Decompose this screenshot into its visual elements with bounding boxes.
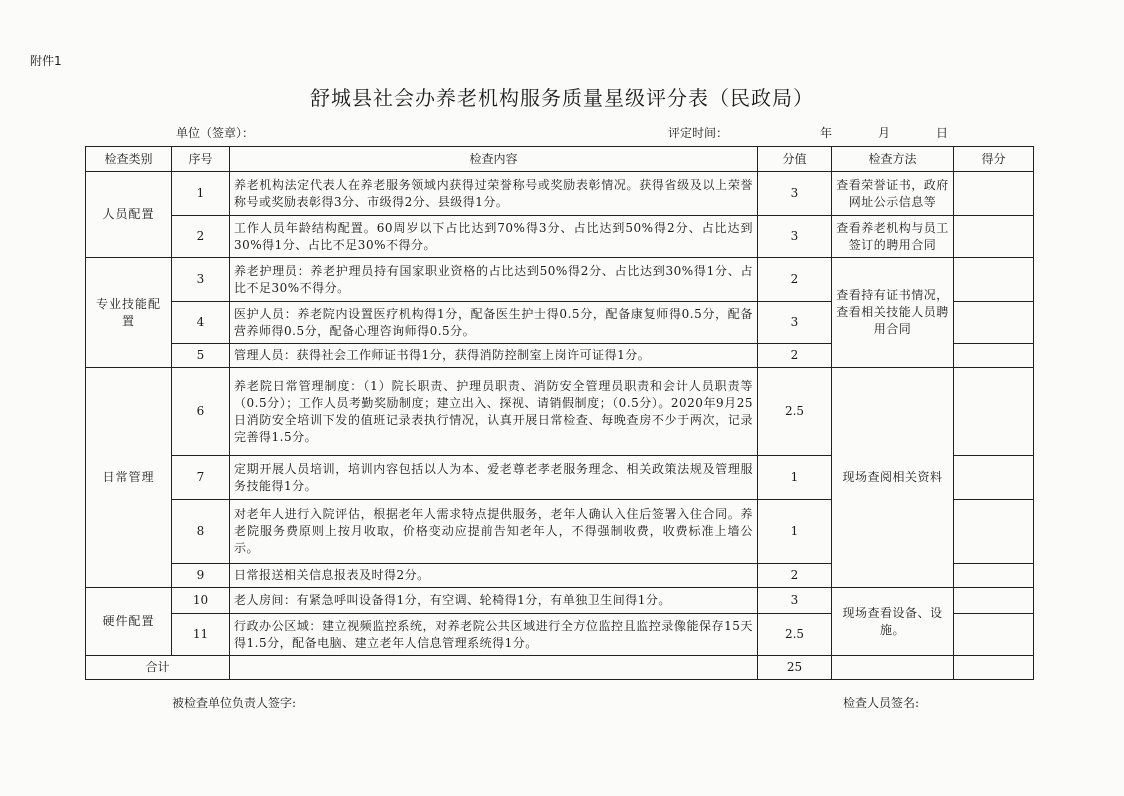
row-got-cell[interactable]: [954, 172, 1034, 216]
table-header-row: [86, 147, 1034, 172]
row-got-cell[interactable]: [954, 500, 1034, 564]
total-method-cell: [832, 656, 954, 680]
header-score: 分值: [758, 147, 832, 172]
row-score: 2: [758, 564, 832, 588]
row-seq: 1: [172, 172, 230, 216]
row-score: 1: [758, 500, 832, 564]
row-score: 1: [758, 456, 832, 500]
row-score: 2: [758, 258, 832, 302]
time-label: 评定时间：: [668, 126, 729, 140]
method-contract: 查看养老机构与员工签订的聘用合同: [832, 216, 954, 258]
category-personnel: 人员配置: [86, 172, 172, 258]
row-got-cell[interactable]: [954, 614, 1034, 656]
row-got-cell[interactable]: [954, 344, 1034, 368]
row-content: 养老机构法定代表人在养老服务领域内获得过荣誉称号或奖励表彰情况。获得省级及以上荣誉称号或奖励表彰得3分、市级得2分、县级得1分。: [230, 172, 758, 216]
row-score: 2: [758, 344, 832, 368]
score-table: [85, 146, 1034, 680]
row-score: 2.5: [758, 614, 832, 656]
month-label: 月: [878, 126, 891, 140]
table-row: [86, 588, 1034, 614]
row-content: 定期开展人员培训，培训内容包括以人为本、爱老尊老孝老服务理念、相关政策法规及管理服务技能得1分。: [230, 456, 758, 500]
row-score: 3: [758, 588, 832, 614]
table-row: [86, 172, 1034, 216]
total-score: 25: [758, 656, 832, 680]
row-got-cell[interactable]: [954, 588, 1034, 614]
row-got-cell[interactable]: [954, 564, 1034, 588]
row-seq: 7: [172, 456, 230, 500]
row-score: 3: [758, 302, 832, 344]
row-score: 3: [758, 172, 832, 216]
category-daily: 日常管理: [86, 368, 172, 588]
row-content: 养老护理员：养老护理员持有国家职业资格的占比达到50%得2分、占比达到30%得1分、占比不足30%不得分。: [230, 258, 758, 302]
row-score: 3: [758, 216, 832, 258]
total-label: 合计: [86, 656, 230, 680]
row-got-cell[interactable]: [954, 456, 1034, 500]
unit-label: 单位（签章）：: [176, 126, 255, 140]
row-seq: 10: [172, 588, 230, 614]
row-got-cell[interactable]: [954, 258, 1034, 302]
table-row: [86, 368, 1034, 456]
header-method: 检查方法: [832, 147, 954, 172]
row-got-cell[interactable]: [954, 216, 1034, 258]
page-title: 舒城县社会办养老机构服务质量星级评分表（民政局）: [310, 86, 814, 110]
row-seq: 6: [172, 368, 230, 456]
row-score: 2.5: [758, 368, 832, 456]
row-got-cell[interactable]: [954, 368, 1034, 456]
unit-head-signature-label: 被检查单位负责人签字:: [172, 696, 297, 710]
day-label: 日: [936, 126, 949, 140]
inspector-signature-label: 检查人员签名:: [843, 696, 920, 710]
table-row: [86, 258, 1034, 302]
row-content: 日常报送相关信息报表及时得2分。: [230, 564, 758, 588]
row-content: 对老年人进行入院评估，根据老年人需求特点提供服务，老年人确认入住后签署入住合同。养老院服务费原则上按月收取，价格变动应提前告知老年人，不得强制收费，收费标准上墙公示。: [230, 500, 758, 564]
header-seq: 序号: [172, 147, 230, 172]
row-seq: 3: [172, 258, 230, 302]
attachment-label: 附件1: [30, 54, 62, 68]
method-certificates: 查看持有证书情况，查看相关技能人员聘用合同: [832, 258, 954, 368]
row-seq: 8: [172, 500, 230, 564]
row-content: 养老院日常管理制度：（1）院长职责、护理员职责、消防安全管理员职责和会计人员职责等（0.5分）；工作人员考勤奖励制度；建立出入、探视、请销假制度；（0.5分）。2020年9月25日消防安全培训下发的值班记录表执行情况，认真开展日常检查、每晚查房不少于两次，记录完善得1.5分。: [230, 368, 758, 456]
row-content: 医护人员：养老院内设置医疗机构得1分，配备医生护士得0.5分，配备康复师得0.5分，配备营养师得0.5分，配备心理咨询师得0.5分。: [230, 302, 758, 344]
row-content: 管理人员：获得社会工作师证书得1分，获得消防控制室上岗许可证得1分。: [230, 344, 758, 368]
method-onsite: 现场查看设备、设施。: [832, 588, 954, 656]
row-got-cell[interactable]: [954, 302, 1034, 344]
header-got: 得分: [954, 147, 1034, 172]
row-seq: 5: [172, 344, 230, 368]
row-content: 老人房间：有紧急呼叫设备得1分，有空调、轮椅得1分，有单独卫生间得1分。: [230, 588, 758, 614]
method-honor: 查看荣誉证书，政府网址公示信息等: [832, 172, 954, 216]
header-category: 检查类别: [86, 147, 172, 172]
category-skills: 专业技能配置: [86, 258, 172, 368]
row-content: 行政办公区域：建立视频监控系统，对养老院公共区域进行全方位监控且监控录像能保存15天得1.5分，配备电脑、建立老年人信息管理系统得1分。: [230, 614, 758, 656]
total-content-cell: [230, 656, 758, 680]
header-content: 检查内容: [230, 147, 758, 172]
method-review: 现场查阅相关资料: [832, 368, 954, 588]
table-row: [86, 216, 1034, 258]
total-got-cell[interactable]: [954, 656, 1034, 680]
row-seq: 11: [172, 614, 230, 656]
row-content: 工作人员年龄结构配置。60周岁以下占比达到70%得3分、占比达到50%得2分、占比达到30%得1分、占比不足30%不得分。: [230, 216, 758, 258]
total-row: [86, 656, 1034, 680]
category-hardware: 硬件配置: [86, 588, 172, 656]
row-seq: 9: [172, 564, 230, 588]
row-seq: 2: [172, 216, 230, 258]
row-seq: 4: [172, 302, 230, 344]
year-label: 年: [820, 126, 833, 140]
